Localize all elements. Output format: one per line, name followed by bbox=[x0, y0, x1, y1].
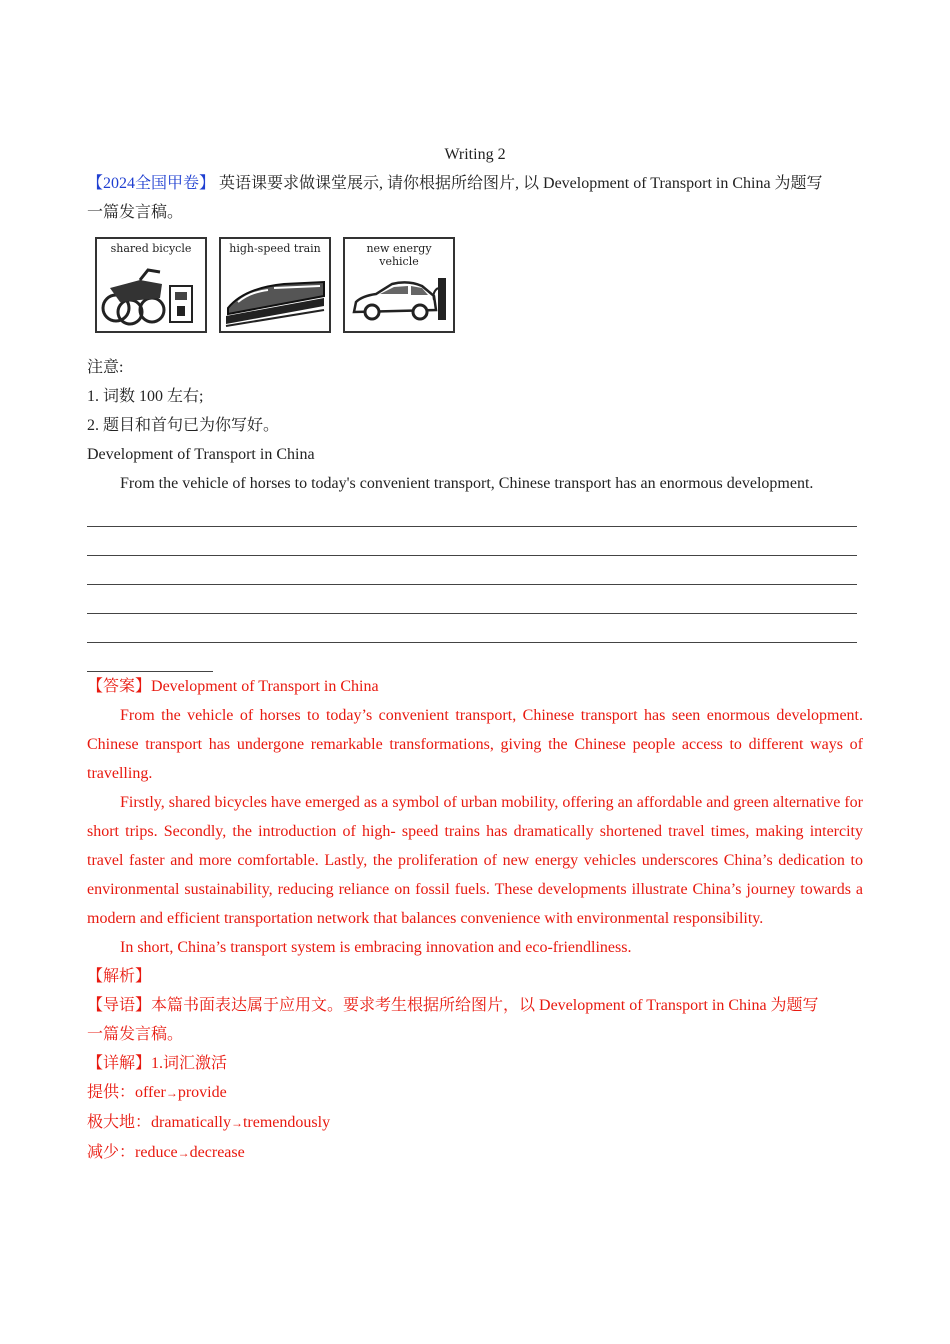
picture-caption: shared bicycle bbox=[110, 242, 192, 255]
vocab-from: reduce bbox=[135, 1144, 178, 1161]
vocab-item bbox=[87, 1138, 863, 1168]
arrow-icon: → bbox=[177, 1146, 190, 1160]
blank-line bbox=[87, 498, 857, 527]
car-icon bbox=[348, 258, 450, 328]
prompt-text: 英语课要求做课堂展示, 请你根据所给图片, 以 Development of Transport in China 为题写 bbox=[215, 175, 823, 192]
arrow-icon: → bbox=[230, 1116, 243, 1130]
vocab-to: provide bbox=[177, 1084, 227, 1101]
note-item-2: 2. 题目和首句已为你写好。 bbox=[87, 417, 280, 434]
essay-first-sentence: From the vehicle of horses to today's convenient transport, Chinese transport has an enormous development. bbox=[120, 475, 814, 492]
vocab-to: tremendously bbox=[242, 1114, 331, 1131]
vocab-from: dramatically bbox=[151, 1114, 231, 1131]
blank-line bbox=[87, 556, 857, 585]
arrow-icon: → bbox=[165, 1086, 178, 1100]
answer-paragraph-3: In short, China’s transport system is embracing innovation and eco-friendliness. bbox=[120, 939, 632, 956]
prompt-line-1 bbox=[87, 169, 863, 198]
guide-label: 【导语】 bbox=[87, 997, 152, 1014]
analysis-label: 【解析】 bbox=[87, 968, 152, 985]
answer-label: 【答案】 bbox=[87, 678, 152, 695]
answer-paragraph-2: Firstly, shared bicycles have emerged as a symbol of urban mobility, offering an affordable and green alternative for short trips. Secondly, the introduction of high- speed trains has dramatically shortened travel times, making intercity travel faster and more comfortable. Lastly, the proliferation of new energy vehicles underscores China’s dedication to environmental sustainability, reducing reliance on fossil fuels. These developments illustrate China’s journey towards a modern and efficient transportation network that balances convenience with environmental responsibility. bbox=[87, 794, 864, 927]
vocab-from: offer bbox=[135, 1084, 166, 1101]
vocab-item bbox=[87, 1078, 863, 1108]
guide-text: 本篇书面表达属于应用文。要求考生根据所给图片，以 Development of Transport in China 为题写 bbox=[151, 997, 819, 1014]
transport-pictures bbox=[95, 237, 863, 337]
picture-high-speed-train bbox=[219, 237, 331, 333]
vocab-cn: 减少： bbox=[87, 1144, 136, 1161]
picture-shared-bicycle bbox=[95, 237, 207, 333]
blank-line bbox=[87, 585, 857, 614]
picture-caption: new energy vehicle bbox=[366, 242, 432, 268]
blank-line bbox=[87, 527, 857, 556]
exam-tag: 【2024全国甲卷】 bbox=[87, 175, 216, 192]
detail-heading: 1.词汇激活 bbox=[151, 1055, 228, 1072]
vocab-cn: 提供： bbox=[87, 1084, 136, 1101]
detail-label: 【详解】 bbox=[87, 1055, 152, 1072]
guide-line-2: 一篇发言稿。 bbox=[87, 1026, 184, 1043]
blank-line bbox=[87, 614, 857, 643]
vocab-item bbox=[87, 1108, 863, 1138]
page-title: Writing 2 bbox=[444, 146, 506, 163]
notes-heading: 注意: bbox=[87, 359, 124, 376]
picture-new-energy-vehicle bbox=[343, 237, 455, 333]
answer-title: Development of Transport in China bbox=[151, 678, 379, 695]
document-page bbox=[87, 140, 863, 1168]
prompt-line-2: 一篇发言稿。 bbox=[87, 204, 184, 221]
vocab-to: decrease bbox=[189, 1144, 245, 1161]
essay-title: Development of Transport in China bbox=[87, 446, 315, 463]
note-item-1: 1. 词数 100 左右; bbox=[87, 388, 204, 405]
blank-line-short bbox=[87, 643, 213, 672]
train-icon bbox=[224, 258, 326, 328]
answer-paragraph-1: From the vehicle of horses to today’s convenient transport, Chinese transport has seen enormous development. Chinese transport has undergone remarkable transformations, giving the Chinese people access to different ways of travelling. bbox=[87, 707, 863, 782]
writing-blanks bbox=[87, 498, 863, 672]
guide-line-1 bbox=[87, 991, 863, 1020]
detail-heading-line bbox=[87, 1049, 863, 1078]
bicycle-icon bbox=[100, 258, 202, 328]
vocab-cn: 极大地： bbox=[87, 1114, 152, 1131]
answer-heading bbox=[87, 672, 863, 701]
picture-caption: high-speed train bbox=[229, 242, 321, 255]
